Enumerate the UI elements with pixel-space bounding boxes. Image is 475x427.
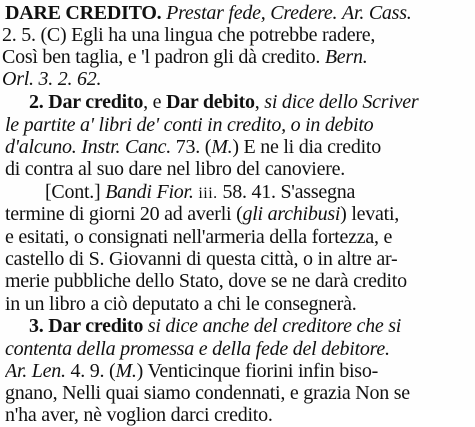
sense-headword: Dar debito xyxy=(165,91,255,113)
sense-definition: le partite a' libri de' conti in credito, o in debito xyxy=(5,114,374,136)
citation-text: 58. 41. S'assegna xyxy=(222,181,356,203)
source-citation: Bandi Fior. xyxy=(105,181,194,203)
entry-line-9 xyxy=(45,181,475,206)
source-citation: Ar. Cass. xyxy=(342,2,412,24)
bracket-note: [Cont.] xyxy=(45,181,101,203)
sense-definition: contenta della promessa e della fede del debitore. xyxy=(5,338,390,360)
citation-text: merie pubbliche dello Stato, dove se ne darà credito xyxy=(5,270,407,292)
source-citation: Instr. Canc. xyxy=(81,136,172,158)
sense-number: 2. xyxy=(29,91,44,113)
entry-line-3 xyxy=(2,46,472,69)
entry-line-16 xyxy=(5,338,475,361)
sense-definition: si dice dello Scriver xyxy=(264,91,419,113)
sense-headword: Dar credito xyxy=(48,315,144,337)
citation-text: gnano, Nelli quai siamo condennati, e grazia Non se xyxy=(5,382,410,404)
citation-text: Così ben taglia, e 'l padron gli dà credito. xyxy=(2,46,321,68)
citation-text: termine di giorni 20 ad averli ( xyxy=(5,203,243,225)
citation-text: ) E ne li dia credito xyxy=(232,136,381,158)
citation-text: di contra al suo dare nel libro del canoviere. xyxy=(5,158,346,180)
entry-line-14 xyxy=(5,293,475,316)
sense-headword: Dar credito xyxy=(48,91,144,113)
entry-headword: DARE CREDITO. xyxy=(5,2,162,24)
entry-line-11 xyxy=(5,226,475,249)
citation-text: ) Venticinque fiorini infin biso- xyxy=(136,360,378,382)
citation-text: e esitati, o consignati nell'armeria della fortezza, e xyxy=(5,226,393,248)
entry-line-2 xyxy=(2,24,472,47)
entry-line-19 xyxy=(5,404,475,427)
citation-ref: 73. ( xyxy=(175,136,212,158)
citation-text: 2. 5. (C) Egli ha una lingua che potrebbe radere, xyxy=(2,24,376,46)
entry-line-5 xyxy=(29,91,475,114)
entry-line-4 xyxy=(2,68,472,91)
entry-line-6 xyxy=(5,114,475,137)
citation-ref: 4. 9. ( xyxy=(70,360,116,382)
source-citation: Orl. 3. 2. 62. xyxy=(2,68,102,90)
entry-line-13 xyxy=(5,270,475,293)
entry-definition: Prestar fede, Credere. xyxy=(166,2,338,24)
citation-gloss: gli archibusi xyxy=(242,203,341,225)
punctuation: , xyxy=(254,91,260,113)
entry-line-1 xyxy=(5,2,475,25)
citation-text: ) levati, xyxy=(340,203,400,225)
roman-numeral: iii. xyxy=(198,185,218,202)
citation-flag: M. xyxy=(115,360,137,382)
entry-line-15 xyxy=(29,315,475,338)
entry-line-17 xyxy=(5,360,475,383)
connector-text: , e xyxy=(143,91,162,113)
entry-line-12 xyxy=(5,248,475,271)
citation-text: in un libro a ciò deputato a chi le consegnerà. xyxy=(5,293,357,315)
entry-line-18 xyxy=(5,382,475,405)
entry-line-10 xyxy=(5,203,475,226)
citation-flag: M. xyxy=(211,136,233,158)
source-citation: Bern. xyxy=(324,46,368,68)
sense-number: 3. xyxy=(29,315,44,337)
source-citation: Ar. Len. xyxy=(5,360,66,382)
citation-text: n'ha aver, nè voglion darci credito. xyxy=(5,404,273,426)
entry-line-7 xyxy=(5,136,475,159)
sense-definition: si dice anche del creditore che si xyxy=(147,315,402,337)
entry-line-8 xyxy=(5,158,475,181)
sense-definition: d'alcuno. xyxy=(5,136,77,158)
citation-text: castello di S. Giovanni di questa città, o in altre ar- xyxy=(5,248,398,270)
